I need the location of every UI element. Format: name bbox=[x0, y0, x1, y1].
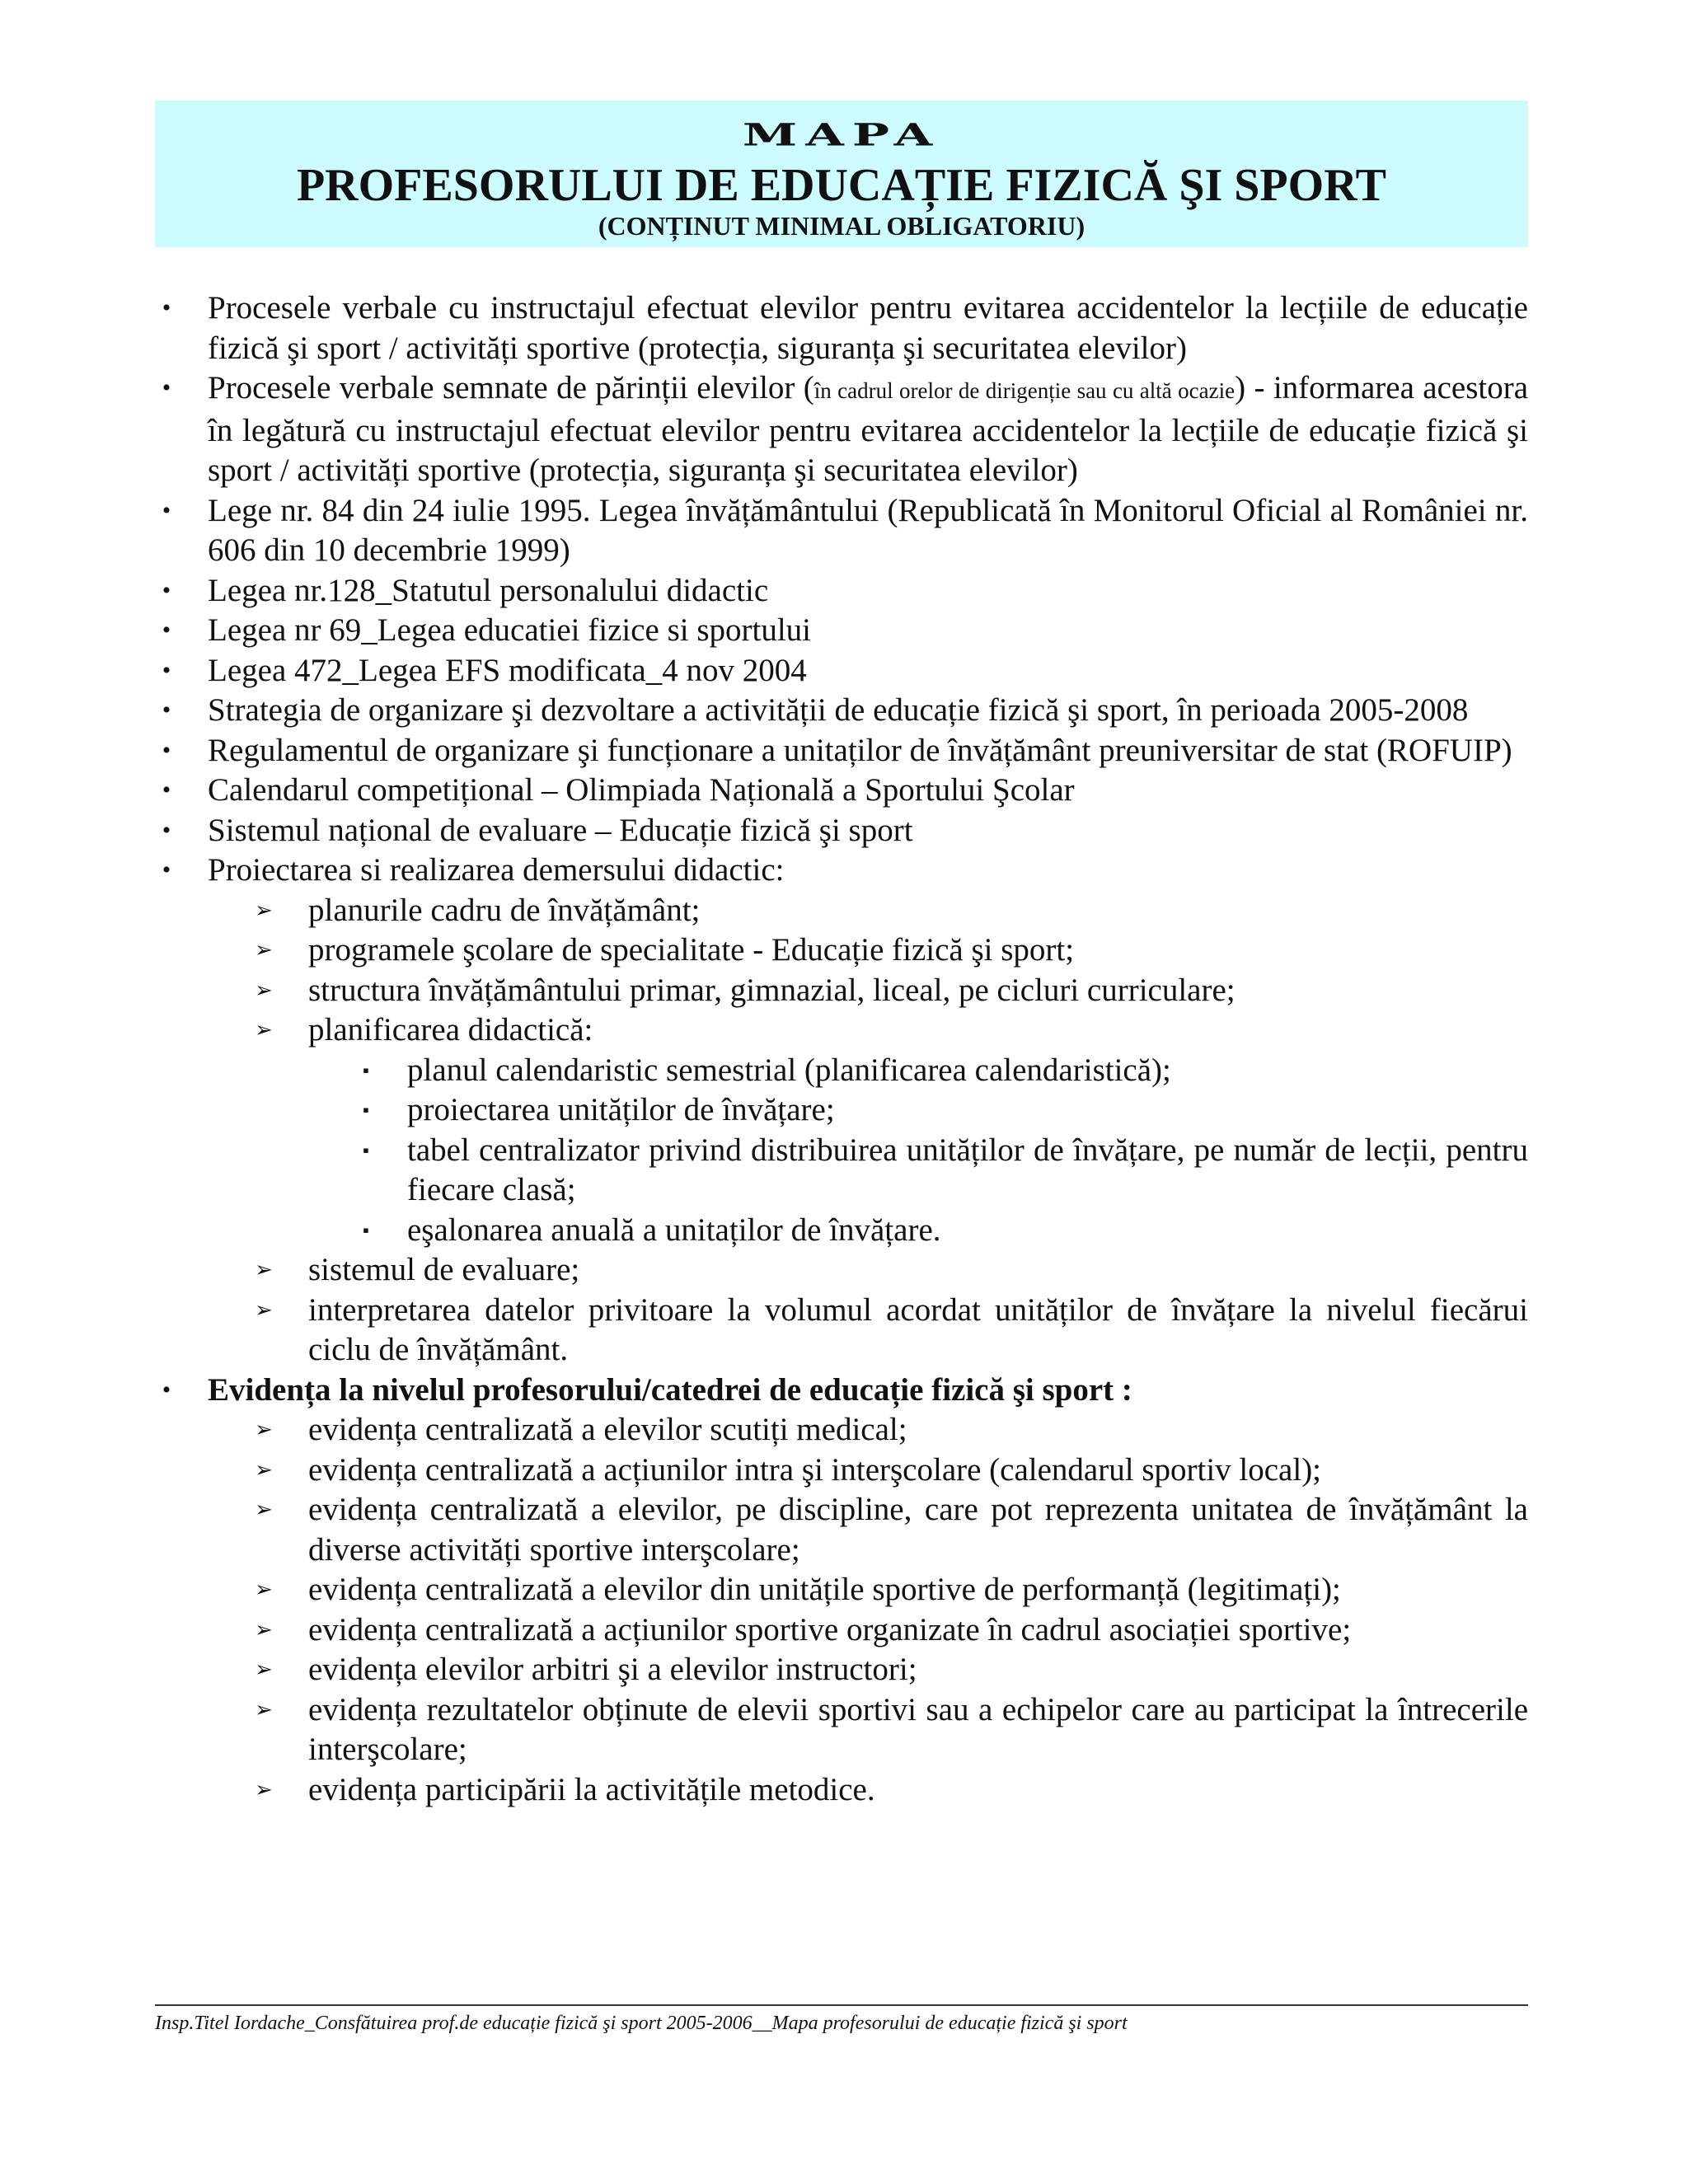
document-body bbox=[155, 288, 1528, 1810]
nested-item: ▪ tabel centralizator privind distribuirea unităților de învățare, pe număr de lecții, pentru fiecare clasă; bbox=[155, 1131, 1528, 1211]
sublist-item: ➢ evidența centralizată a elevilor scutiți medical; bbox=[155, 1410, 1528, 1451]
list-item: • Sistemul național de evaluare – Educație fizică şi sport bbox=[155, 811, 1528, 851]
page-footer: Insp.Titel Iordache_Consfătuirea prof.de educație fizică şi sport 2005-2006__Mapa profesorului de educație fizică şi sport bbox=[155, 2013, 1128, 2034]
bullet-dot-icon: • bbox=[162, 576, 171, 604]
proiectare-sublist bbox=[208, 891, 1528, 1371]
sublist-item: ➢ sistemul de evaluare; bbox=[155, 1250, 1528, 1291]
list-item: • Strategia de organizare şi dezvoltare a activității de educație fizică şi sport, în perioada 2005-2008 bbox=[155, 691, 1528, 731]
arrow-bullet-icon: ➢ bbox=[255, 1497, 273, 1521]
bullet-dot-icon: • bbox=[162, 736, 171, 764]
list-item: • Regulamentul de organizare şi funcționare a unitaților de învățământ preuniversitar de stat (ROFUIP) bbox=[155, 731, 1528, 771]
planificare-sublist bbox=[308, 1051, 1528, 1251]
sublist-item: ➢ evidența rezultatelor obținute de elevii sportivi sau a echipelor care au participat la întrecerile interşcolare; bbox=[255, 1691, 1528, 1767]
bullet-dot-icon: • bbox=[162, 696, 171, 724]
footer-divider bbox=[155, 2004, 1528, 2006]
sublist-item: ➢ evidența centralizată a acțiunilor intra şi interşcolare (calendarul sportiv local); bbox=[155, 1451, 1528, 1491]
arrow-bullet-icon: ➢ bbox=[255, 1777, 273, 1802]
sublist-item: ➢ programele şcolare de specialitate - Educație fizică şi sport; bbox=[155, 930, 1528, 971]
bullet-dot-icon: • bbox=[162, 656, 171, 684]
document-title: MAPA bbox=[742, 117, 941, 153]
document-note: (CONȚINUT MINIMAL OBLIGATORIU) bbox=[598, 211, 1085, 241]
arrow-bullet-icon: ➢ bbox=[255, 977, 273, 1002]
bullet-dot-icon: • bbox=[162, 294, 171, 321]
arrow-bullet-icon: ➢ bbox=[255, 1457, 273, 1482]
arrow-bullet-icon: ➢ bbox=[255, 938, 273, 962]
bullet-dot-icon: • bbox=[162, 496, 171, 524]
arrow-bullet-icon: ➢ bbox=[255, 1258, 273, 1282]
list-item: • Lege nr. 84 din 24 iulie 1995. Legea învățământului (Republicată în Monitorul Oficial al României nr. 606 din 10 decembrie 1999) bbox=[155, 491, 1528, 571]
sublist-item: ➢ evidența centralizată a elevilor din unitățile sportive de performanță (legitimați); bbox=[155, 1570, 1528, 1610]
square-bullet-icon: ▪ bbox=[363, 1099, 369, 1120]
arrow-bullet-icon: ➢ bbox=[255, 1577, 273, 1601]
arrow-bullet-icon: ➢ bbox=[255, 1297, 273, 1322]
list-item: • Procesele verbale semnate de părinții elevilor (în cadrul orelor de dirigenție sau cu altă ocazie) - informarea acestora în legătură cu instructajul efectuat elevilor pentru evitarea accidentelor la lecțiile de educație fizică şi sport / activități sportive (protecția, siguranța şi securitatea elevilor) bbox=[155, 368, 1528, 491]
arrow-bullet-icon: ➢ bbox=[255, 1018, 273, 1042]
square-bullet-icon: ▪ bbox=[363, 1139, 369, 1160]
nested-item: ▪ eşalonarea anuală a unitaților de învățare. bbox=[155, 1211, 1528, 1251]
bullet-dot-icon: • bbox=[162, 616, 171, 644]
bullet-dot-icon: • bbox=[162, 776, 171, 804]
list-item-evidenta: • Evidența la nivelul profesorului/catedrei de educație fizică şi sport : ➢ evidența centralizată a elevilor scutiți medical; ➢ evidența centralizată a acțiunilor intra şi interşcolare (calendarul sportiv local); ➢ evidența centralizată a elevilor, pe discipline, care pot reprezenta unitatea de învățământ la diverse activități sportive interşcolare; ➢ evidența centralizată a elevilor din unitățile sportive de performanță (legitimați); ➢ evidența centralizată a acțiunilor sportive organizate în cadrul asociației sportive; ➢ evidența elevilor arbitri şi a elevilor instructori; ➢ evidența rezultatelor obținute de elevii sportivi sau a echipelor care au participat la întrecerile interşcolare; ➢ evidența participării la activitățile metodice. bbox=[155, 1371, 1528, 1811]
list-item: • Legea 472_Legea EFS modificata_4 nov 2004 bbox=[155, 651, 1528, 691]
sublist-item: ➢ evidența participării la activitățile metodice. bbox=[155, 1770, 1528, 1811]
sublist-item: ➢ planurile cadru de învățământ; bbox=[155, 891, 1528, 931]
list-item-proiectare: • Proiectarea si realizarea demersului didactic: ➢ planurile cadru de învățământ; ➢ programele şcolare de specialitate - Educație fizică şi sport; ➢ structura învățământului primar, gimnazial, liceal, pe cicluri curriculare; ➢ planificarea didactică: ▪ planul calendaristic semestrial (planificarea calendaristică); ▪ proiectarea unităților de învățare; ▪ tabel centralizator privind distribuirea unităților de învățare, pe număr de lecții, pentru fiecare clasă; ▪ eşalonarea anuală a unitaților de învățare. ➢ sistemul de evaluare; ➢ interpretarea datelor privitoare la volumul acordat unităților de învățare la nivelul fiecărui ciclu de învățământ. bbox=[155, 851, 1528, 1371]
list-item: • Calendarul competițional – Olimpiada Națională a Sportului Şcolar bbox=[155, 771, 1528, 811]
parenthetical-note: în cadrul orelor de dirigenție sau cu altă ocazie bbox=[814, 378, 1236, 403]
main-list bbox=[155, 288, 1528, 1810]
arrow-bullet-icon: ➢ bbox=[255, 1657, 273, 1681]
bullet-dot-icon: • bbox=[162, 856, 171, 883]
nested-item: ▪ proiectarea unităților de învățare; bbox=[155, 1090, 1528, 1131]
list-item: • Procesele verbale cu instructajul efectuat elevilor pentru evitarea accidentelor la lecțiile de educație fizică şi sport / activități sportive (protecția, siguranța şi securitatea elevilor) bbox=[155, 288, 1528, 368]
nested-item: ▪ planul calendaristic semestrial (planificarea calendaristică); bbox=[155, 1051, 1528, 1091]
sublist-item: ➢ structura învățământului primar, gimnazial, liceal, pe cicluri curriculare; bbox=[155, 971, 1528, 1011]
sublist-item: ➢ evidența centralizată a acțiunilor sportive organizate în cadrul asociației sportive; bbox=[155, 1610, 1528, 1651]
square-bullet-icon: ▪ bbox=[363, 1219, 369, 1240]
header-box bbox=[155, 101, 1528, 247]
sublist-item: ➢ evidența elevilor arbitri şi a elevilor instructori; bbox=[155, 1650, 1528, 1690]
sublist-item: ➢ planificarea didactică: ▪ planul calendaristic semestrial (planificarea calendaristică); ▪ proiectarea unităților de învățare; ▪ tabel centralizator privind distribuirea unităților de învățare, pe număr de lecții, pentru fiecare clasă; ▪ eşalonarea anuală a unitaților de învățare. bbox=[155, 1010, 1528, 1250]
arrow-bullet-icon: ➢ bbox=[255, 1617, 273, 1642]
bullet-dot-icon: • bbox=[162, 816, 171, 844]
document-subtitle: PROFESORULUI DE EDUCAȚIE FIZICĂ ŞI SPORT bbox=[296, 160, 1387, 211]
arrow-bullet-icon: ➢ bbox=[255, 1418, 273, 1441]
list-item: • Legea nr.128_Statutul personalului didactic bbox=[155, 571, 1528, 612]
list-item: • Legea nr 69_Legea educatiei fizice si sportului bbox=[155, 611, 1528, 651]
bullet-dot-icon: • bbox=[162, 374, 171, 401]
sublist-item: ➢ evidența centralizată a elevilor, pe discipline, care pot reprezenta unitatea de învățământ la diverse activități sportive interşcolare; bbox=[255, 1492, 1528, 1568]
bullet-dot-icon: • bbox=[162, 1376, 171, 1404]
sublist-item: ➢ interpretarea datelor privitoare la volumul acordat unităților de învățare la nivelul fiecărui ciclu de învățământ. bbox=[255, 1291, 1528, 1367]
evidenta-sublist bbox=[208, 1410, 1528, 1810]
arrow-bullet-icon: ➢ bbox=[255, 898, 273, 922]
arrow-bullet-icon: ➢ bbox=[255, 1697, 273, 1722]
square-bullet-icon: ▪ bbox=[363, 1059, 369, 1080]
